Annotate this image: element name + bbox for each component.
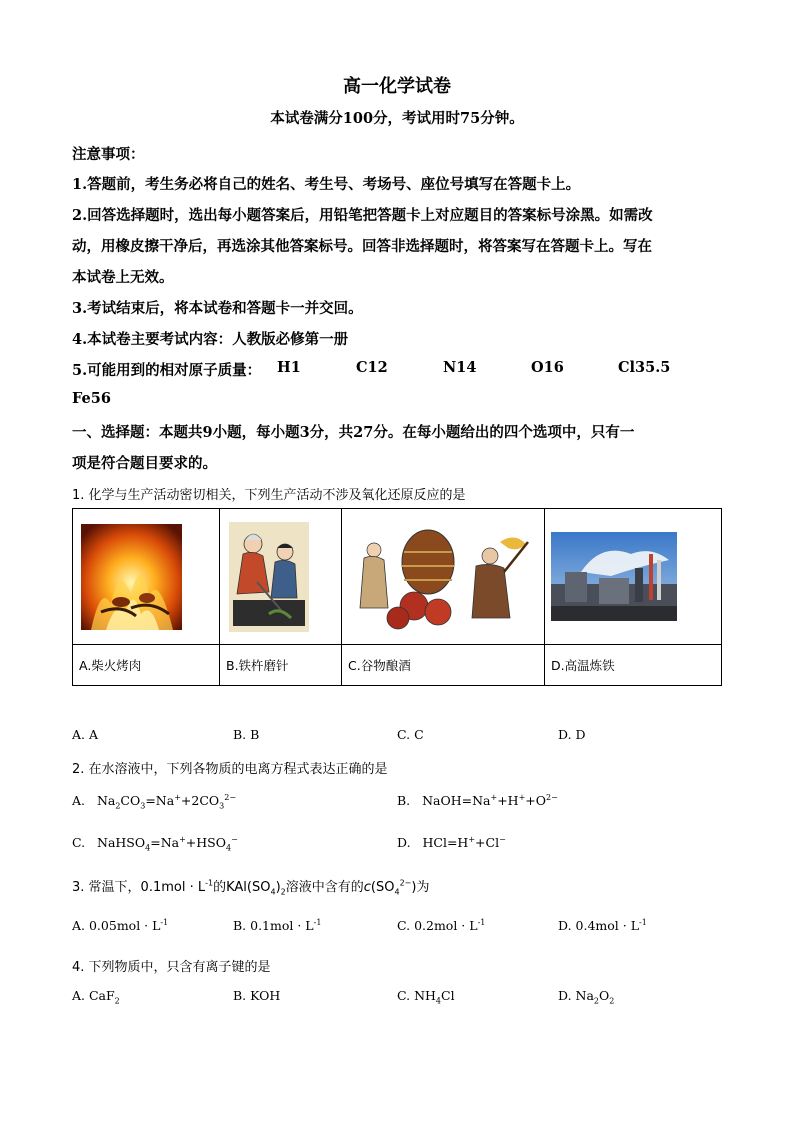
q1-caption-c: C.谷物酿酒 <box>342 645 545 686</box>
atomic-mass-n: N14 <box>443 359 477 376</box>
q2-equation-c: $NaHSO_4=Na^++HSO_4^-$ <box>97 835 238 853</box>
q3-option-c: C. $0.2mol \cdot L^{-1}$ <box>397 918 486 934</box>
iron-smelting-image <box>551 532 677 621</box>
q1-cell-a <box>73 509 220 645</box>
q3-option-a: A. $0.05mol \cdot L^{-1}$ <box>72 918 169 934</box>
q1-option-c: C. C <box>397 727 424 742</box>
q1-stem: 1. 化学与生产活动密切相关，下列生产活动不涉及氧化还原反应的是 <box>72 488 466 503</box>
notice-line-4: 4.本试卷主要考试内容：人教版必修第一册 <box>72 331 349 348</box>
atomic-mass-label: 5.可能用到的相对原子质量： <box>72 362 262 379</box>
q1-cell-b <box>220 509 342 645</box>
q1-option-a: A. A <box>72 727 99 742</box>
q2-label-a: A. <box>72 793 86 809</box>
q2-label-d: D. <box>397 835 411 851</box>
q1-caption-b: B.铁杵磨针 <box>220 645 342 686</box>
q2-option-c <box>72 835 238 853</box>
page-title: 高一化学试卷 <box>343 76 451 97</box>
q2-stem: 2. 在水溶液中，下列各物质的电离方程式表达正确的是 <box>72 762 388 777</box>
atomic-mass-h: H1 <box>277 359 301 376</box>
notice-line-3: 3.考试结束后，将本试卷和答题卡一并交回。 <box>72 300 363 317</box>
q3-option-b: B. $0.1mol \cdot L^{-1}$ <box>233 918 322 934</box>
q1-image-table <box>72 508 722 686</box>
q2-option-d <box>397 835 506 850</box>
section-1-heading-cont: 项是符合题目要求的。 <box>72 455 217 472</box>
q1-option-b: B. B <box>233 727 260 742</box>
q2-option-a <box>72 793 236 811</box>
notice-line-1: 1.答题前，考生务必将自己的姓名、考生号、考场号、座位号填写在答题卡上。 <box>72 176 581 193</box>
q1-caption-a: A.柴火烤肉 <box>73 645 220 686</box>
notice-line-2b: 动，用橡皮擦干净后，再选涂其他答案标号。回答非选择题时，将答案写在答题卡上。写在 <box>72 238 652 255</box>
section-1-heading: 一、选择题：本题共9小题，每小题3分，共27分。在每小题给出的四个选项中，只有一 <box>72 424 635 441</box>
q4-option-b: B. KOH <box>233 988 281 1003</box>
notice-line-2a: 2.回答选择题时，选出每小题答案后，用铅笔把答题卡上对应题目的答案标号涂黑。如需改 <box>72 207 653 224</box>
notice-heading: 注意事项： <box>72 146 145 163</box>
atomic-mass-c: C12 <box>356 359 388 376</box>
atomic-mass-o: O16 <box>531 359 564 376</box>
q4-option-a: A. CaF$_2$ <box>72 988 120 1006</box>
q1-cell-c <box>342 509 545 645</box>
q2-label-c: C. <box>72 835 86 851</box>
atomic-mass-fe: Fe56 <box>72 390 111 407</box>
notice-line-5 <box>72 359 261 380</box>
q2-option-b <box>397 793 558 808</box>
q3-formula: $KAl(SO_4)_2$ <box>226 880 286 897</box>
q2-label-b: B. <box>397 793 411 809</box>
q3-concentration: $c(SO_4^{2-})$ <box>363 878 417 897</box>
atomic-mass-cl: Cl35.5 <box>618 359 671 376</box>
q1-caption-d: D.高温炼铁 <box>545 645 722 686</box>
q1-option-d: D. D <box>558 727 586 742</box>
grinding-needle-image <box>229 522 309 632</box>
q3-stem: 3. 常温下，$0.1mol \cdot L^{-1}$的$KAl(SO_4)_2$溶液中含有的$c(SO_4^{2-})$为 <box>72 878 430 897</box>
exam-info: 本试卷满分100分，考试用时75分钟。 <box>270 110 524 127</box>
q4-option-d: D. $Na_2O_2$ <box>558 988 615 1006</box>
q1-cell-d <box>545 509 722 645</box>
q4-option-c: C. $NH_4Cl$ <box>397 988 455 1006</box>
q2-equation-b: $NaOH=Na^++H^++O^{2-}$ <box>422 793 558 809</box>
notice-line-2c: 本试卷上无效。 <box>72 269 174 286</box>
q2-equation-d: HCl=H++Cl− <box>422 835 506 851</box>
q3-option-d: D. $0.4mol \cdot L^{-1}$ <box>558 918 647 934</box>
q2-equation-a: $Na_2CO_3=Na^++2CO_3^{2-}$ <box>96 793 237 811</box>
q4-stem: 4. 下列物质中，只含有离子键的是 <box>72 960 271 975</box>
grain-wine-image <box>350 522 536 632</box>
bbq-fire-image <box>81 524 182 630</box>
